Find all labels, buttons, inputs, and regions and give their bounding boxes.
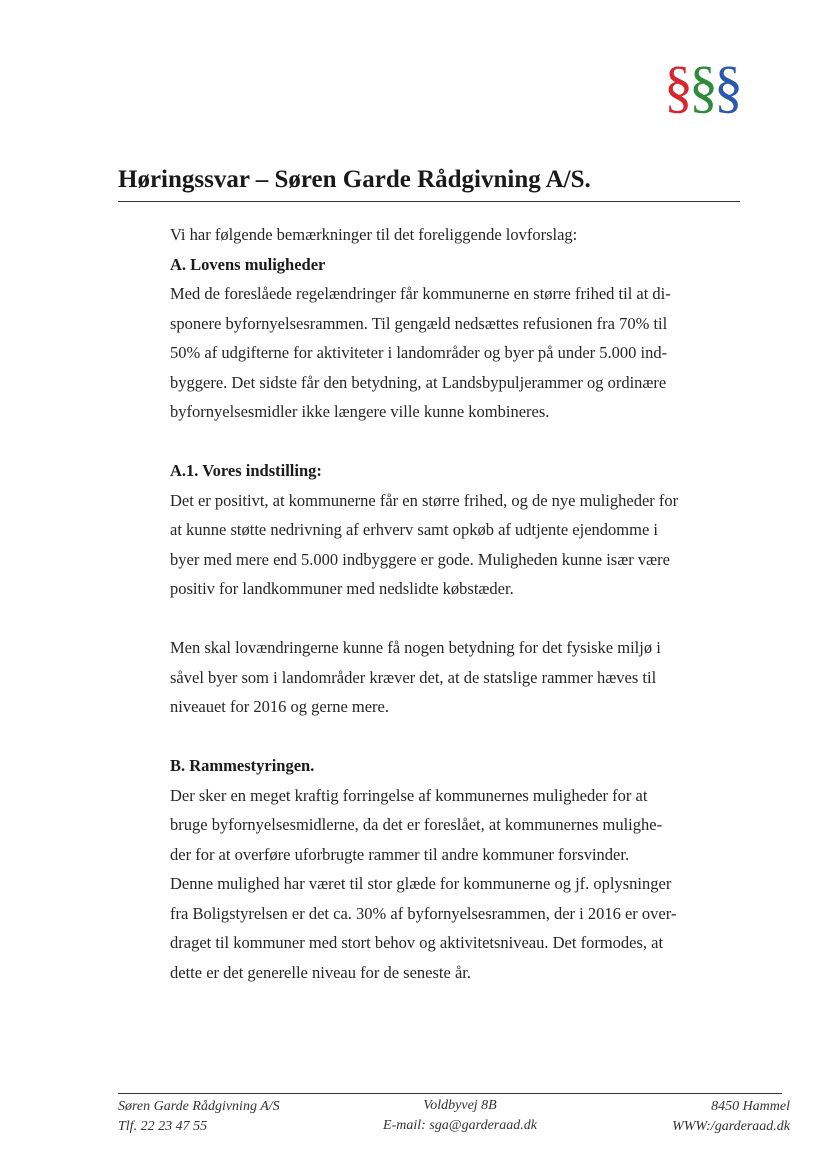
- document-title: Høringssvar – Søren Garde Rådgivning A/S.: [118, 166, 591, 193]
- body-line: Der sker en meget kraftig forringelse af kommunernes muligheder for at: [170, 785, 648, 805]
- logo-glyph-red: §: [664, 54, 689, 119]
- footer-location-block: [640, 1097, 790, 1137]
- section-heading: A.1. Vores indstilling:: [170, 461, 322, 480]
- paragraph-logo: [664, 54, 739, 119]
- body-line: byfornyelsesmidler ikke længere ville kunne kombineres.: [170, 402, 550, 421]
- document-body: [170, 220, 745, 987]
- body-line: der for at overføre uforbrugte rammer til andre kommuner forsvinder.: [170, 844, 630, 864]
- body-line: byer med mere end 5.000 indbyggere er gode. Muligheden kunne især være: [170, 549, 670, 569]
- footer-address: Voldbyvej 8B: [423, 1098, 497, 1113]
- body-line: byggere. Det sidste får den betydning, at Landsbypuljerammer og ordinære: [170, 372, 667, 392]
- body-line: positiv for landkommuner med nedslidte købstæder.: [170, 579, 514, 598]
- body-line: Men skal lovændringerne kunne få nogen betydning for det fysiske miljø i: [170, 638, 661, 657]
- body-line: Denne mulighed har været til stor glæde for kommunerne og jf. oplysninger: [170, 874, 672, 893]
- body-line: dette er det generelle niveau for de seneste år.: [170, 962, 471, 982]
- body-line: såvel byer som i landområder kræver det, at de statslige rammer hæves til: [170, 667, 657, 687]
- footer-company: Søren Garde Rådgivning A/S: [118, 1099, 280, 1114]
- body-line: Det er positivt, at kommunerne får en større frihed, og de nye muligheder for: [170, 490, 679, 510]
- body-line: Med de foreslåede regelændringer får kommunerne en større frihed til at di-: [170, 284, 671, 303]
- paragraph-gap: [170, 427, 745, 457]
- paragraph-gap: [170, 604, 745, 634]
- title-divider: [118, 201, 740, 202]
- logo-glyph-green: §: [689, 54, 714, 119]
- footer-web: WWW:/garderaad.dk: [672, 1119, 790, 1134]
- logo-glyph-blue: §: [714, 54, 739, 119]
- footer-email: E-mail: sga@garderaad.dk: [383, 1118, 537, 1133]
- footer-company-block: [118, 1097, 280, 1137]
- body-line: draget til kommuner med stort behov og aktivitetsniveau. Det formodes, at: [170, 933, 664, 952]
- footer-phone: Tlf. 22 23 47 55: [118, 1119, 208, 1134]
- body-line: sponere byfornyelsesrammen. Til gengæld nedsættes refusionen fra 70% til: [170, 313, 668, 333]
- body-line: fra Boligstyrelsen er det ca. 30% af byfornyelsesrammen, der i 2016 er over-: [170, 903, 677, 923]
- section-heading: A. Lovens muligheder: [170, 254, 326, 274]
- intro-text: Vi har følgende bemærkninger til det foreliggende lovforslag:: [170, 225, 578, 244]
- body-line: 50% af udgifterne for aktiviteter i landområder og byer på under 5.000 ind-: [170, 343, 668, 362]
- footer-city: 8450 Hammel: [711, 1099, 790, 1114]
- footer-contact-block: [380, 1096, 540, 1136]
- body-line: at kunne støtte nedrivning af erhverv samt opkøb af udtjente ejendomme i: [170, 520, 658, 539]
- paragraph-gap: [170, 722, 745, 752]
- body-line: bruge byfornyelsesmidlerne, da det er foreslået, at kommunernes mulighe-: [170, 815, 663, 834]
- footer-divider: [118, 1093, 782, 1094]
- section-heading: B. Rammestyringen.: [170, 756, 315, 775]
- body-line: niveauet for 2016 og gerne mere.: [170, 697, 389, 716]
